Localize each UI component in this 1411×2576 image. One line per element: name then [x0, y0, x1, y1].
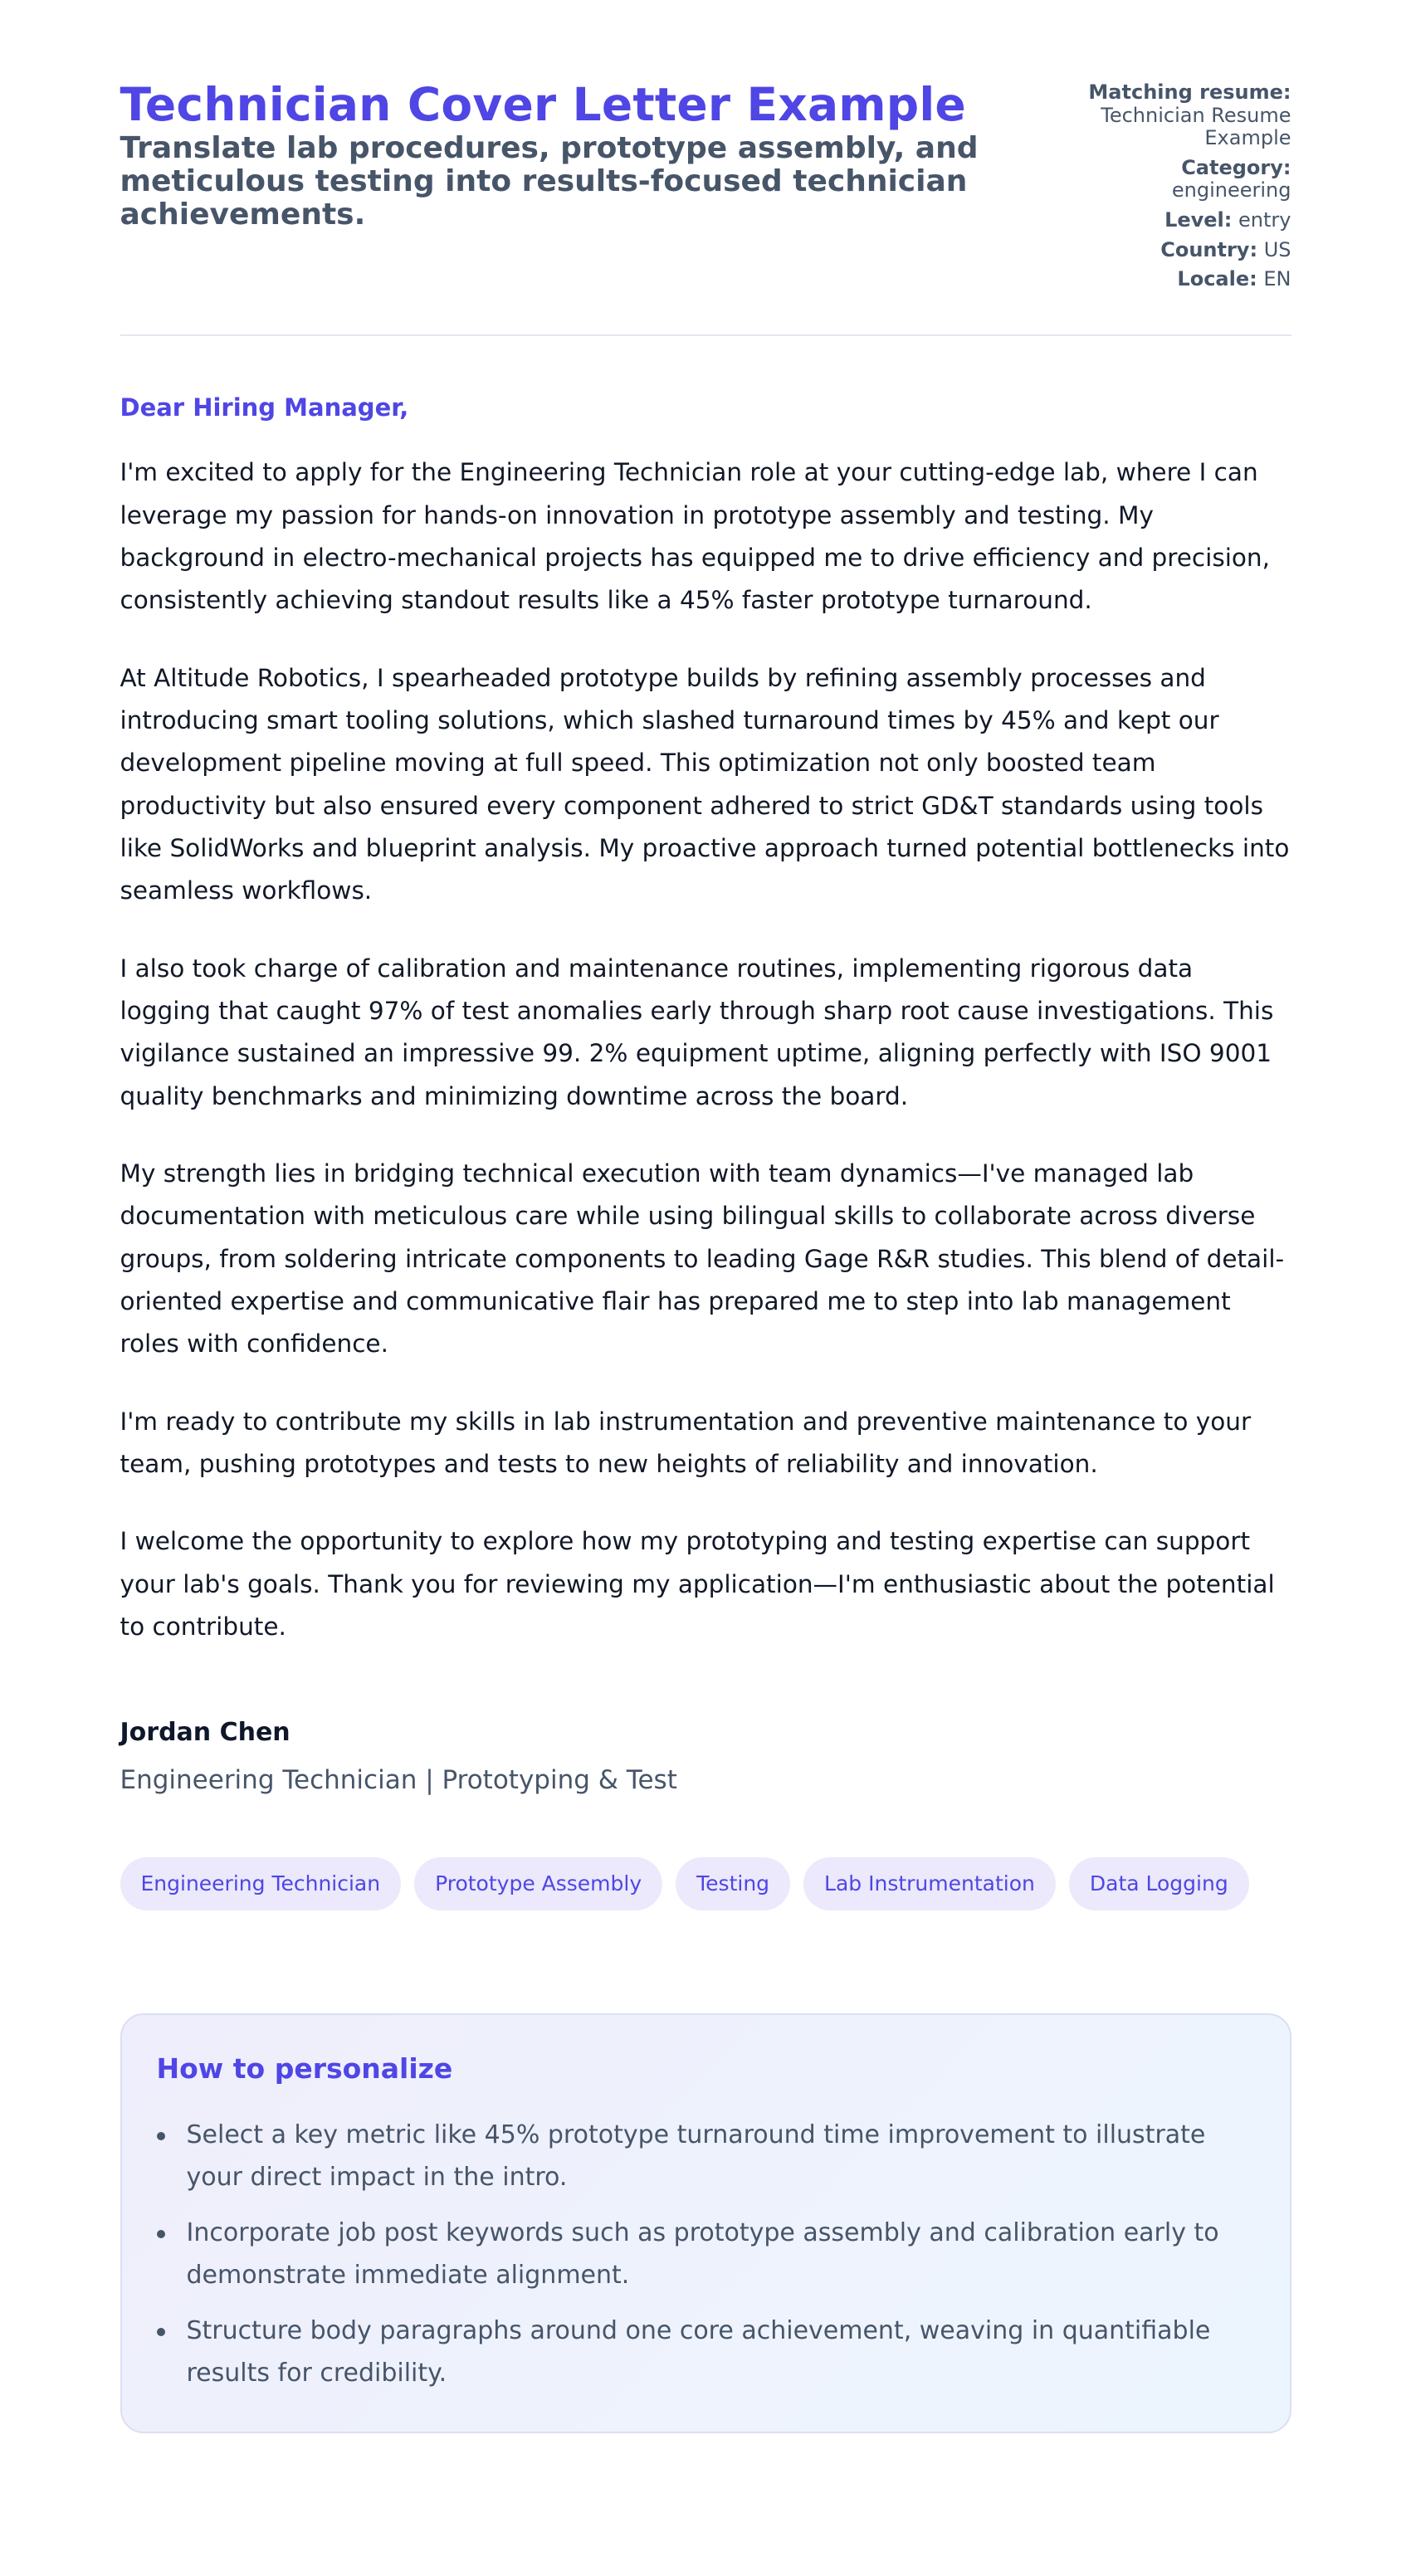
bullet-icon	[157, 2328, 165, 2336]
matching-resume-link[interactable]: Technician Resume Example	[1101, 103, 1291, 150]
letter-paragraph: My strength lies in bridging technical execution with team dynamics—I've managed lab documentation with meticulous care while using bilingual skills to collaborate across diverse groups, from soldering intricate components to leading Gage R&R studies. This blend of detail-oriented expertise and communicative flair has prepared me to step into lab management roles with confidence.	[120, 1159, 1285, 1359]
meta-value: engineering	[1171, 178, 1291, 202]
letter-paragraph: I also took charge of calibration and maintenance routines, implementing rigorous data logging that caught 97% of test anomalies early through sharp root cause investigations. This vigilance sustained an impressive 99. 2% equipment uptime, aligning perfectly with ISO 9001 quality benchmarks and minimizing downtime across the board.	[120, 954, 1274, 1110]
meta-level	[1042, 209, 1291, 232]
tip-text: Incorporate job post keywords such as prototype assembly and calibration early to demonstrate immediate alignment.	[186, 2217, 1219, 2291]
salutation: Dear Hiring Manager,	[120, 393, 409, 422]
letter-paragraph: I'm ready to contribute my skills in lab instrumentation and preventive maintenance to your team, pushing prototypes and tests to new heights of reliability and innovation.	[120, 1407, 1252, 1478]
tag-chip[interactable]: Data Logging	[1069, 1857, 1249, 1910]
personalize-tips	[157, 2114, 1255, 2396]
signature-name: Jordan Chen	[120, 1718, 290, 1748]
meta-value: EN	[1263, 267, 1291, 291]
tip-text: Select a key metric like 45% prototype turnaround time improvement to illustrate your direct impact in the intro.	[186, 2120, 1206, 2193]
tip-item	[157, 2114, 1255, 2199]
tag-chip[interactable]: Testing	[676, 1857, 790, 1910]
letter-body	[120, 393, 1291, 1649]
bullet-icon	[157, 2230, 165, 2238]
meta-category	[1042, 157, 1291, 202]
personalize-card	[120, 2013, 1291, 2433]
meta-value: entry	[1238, 207, 1291, 232]
meta-country	[1042, 239, 1291, 262]
tip-text: Structure body paragraphs around one core achievement, weaving in quantifiable results for credibility.	[186, 2315, 1211, 2388]
meta-locale	[1042, 268, 1291, 291]
page-title: Technician Cover Letter Example	[120, 78, 966, 131]
bullet-icon	[157, 2132, 165, 2140]
tag-chip[interactable]: Engineering Technician	[120, 1857, 402, 1910]
tag-list	[120, 1857, 1291, 1910]
meta-label: Category:	[1181, 155, 1291, 179]
tag-chip[interactable]: Prototype Assembly	[414, 1857, 662, 1910]
letter-paragraph: I welcome the opportunity to explore how my prototyping and testing expertise can support your lab's goals. Thank you for reviewing my application—I'm enthusiastic about the potential to contribute.	[120, 1527, 1275, 1641]
tip-item	[157, 2310, 1255, 2395]
meta-label: Matching resume:	[1088, 80, 1291, 104]
page-header	[120, 80, 1291, 336]
tip-item	[157, 2212, 1255, 2297]
signature-block	[120, 1716, 1291, 1797]
meta-label: Level:	[1164, 207, 1233, 232]
meta-panel	[1042, 80, 1291, 298]
personalize-title: How to personalize	[156, 2052, 453, 2085]
meta-value: US	[1263, 237, 1291, 261]
meta-label: Locale:	[1177, 267, 1257, 291]
tag-chip[interactable]: Lab Instrumentation	[803, 1857, 1056, 1910]
cover-letter-page	[120, 0, 1291, 2433]
header-titles	[120, 80, 1000, 232]
letter-paragraph: I'm excited to apply for the Engineering Technician role at your cutting-edge lab, where I can leverage my passion for hands-on innovation in prototype assembly and testing. My background in electro-mechanical projects has equipped me to drive efficiency and precision, consistently achieving standout results like a 45% faster prototype turnaround.	[120, 458, 1271, 615]
meta-label: Country:	[1160, 237, 1258, 261]
page-subtitle: Translate lab procedures, prototype assembly, and meticulous testing into results-focused technician achievements.	[120, 130, 979, 232]
meta-matching-resume	[1042, 81, 1291, 150]
letter-paragraph: At Altitude Robotics, I spearheaded prototype builds by refining assembly processes and introducing smart tooling solutions, which slashed turnaround times by 45% and kept our development pipeline moving at full speed. This optimization not only boosted team productivity but also ensured every component adhered to strict GD&T standards using tools like SolidWorks and blueprint analysis. My proactive approach turned potential bottlenecks into seamless workflows.	[120, 663, 1290, 905]
signature-title: Engineering Technician | Prototyping & Test	[120, 1765, 677, 1796]
